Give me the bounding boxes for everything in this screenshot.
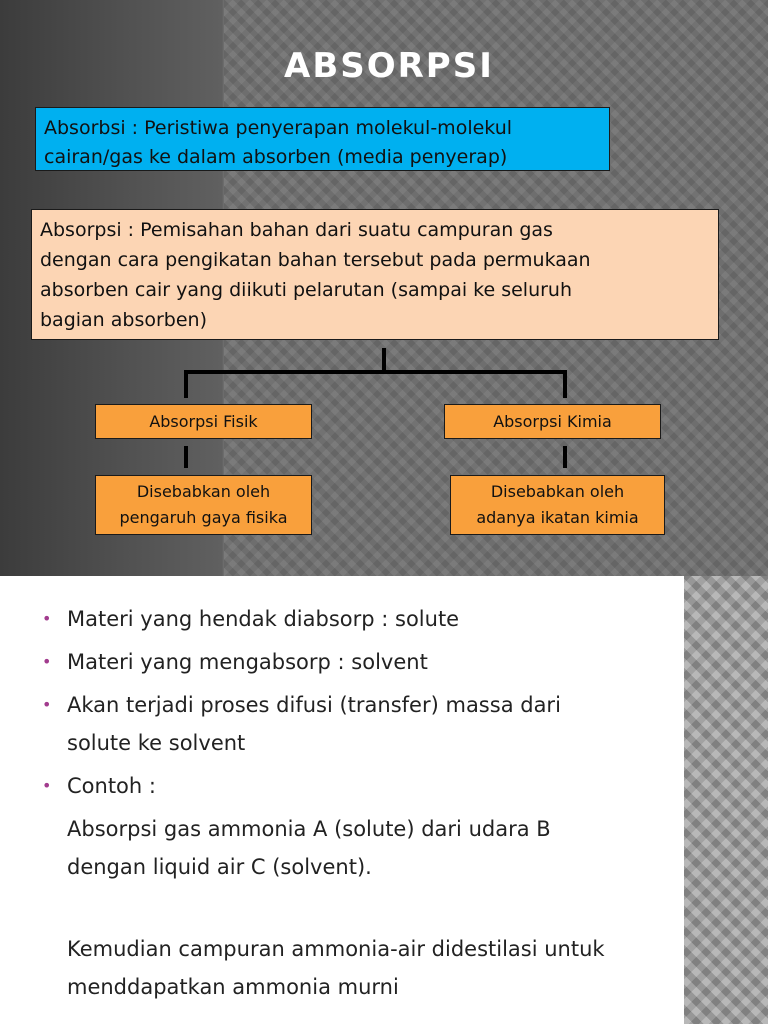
chemical-cause-line-2: adanya ikatan kimia (476, 508, 639, 527)
example-line-1: Absorpsi gas ammonia A (solute) dari udara B (67, 817, 551, 841)
physical-cause-line-1: Disebabkan oleh (136, 482, 271, 501)
connector-trunk (382, 348, 386, 372)
example-line-2: dengan liquid air C (solvent). (67, 855, 372, 879)
chemical-cause-box (450, 475, 665, 535)
slide-title: ABSORPSI (284, 46, 494, 86)
absorpsi-kimia-box (444, 404, 661, 439)
definition-1-line-1: Absorbsi : Peristiwa penyerapan molekul-molekul (44, 117, 513, 139)
bullet-item (42, 600, 682, 638)
right-pattern-strip (684, 576, 768, 1024)
connector-left-drop (184, 370, 188, 398)
bullet-text-line-1: Akan terjadi proses difusi (transfer) massa dari (67, 693, 561, 717)
definition-box-absorbsi (35, 107, 610, 171)
definition-2-line-2: dengan cara pengikatan bahan tersebut pada permukaan (40, 249, 591, 271)
absorpsi-fisik-box (95, 404, 312, 439)
example-paragraph-1 (42, 810, 682, 886)
absorpsi-kimia-label: Absorpsi Kimia (493, 411, 612, 431)
bullet-item (42, 767, 682, 805)
example-paragraph-2 (42, 930, 682, 1006)
definition-2-line-3: absorben cair yang diikuti pelarutan (sampai ke seluruh (40, 279, 573, 301)
bullet-list (42, 600, 682, 1006)
definition-1-line-2: cairan/gas ke dalam absorben (media penyerap) (44, 146, 508, 168)
bullet-icon: • (42, 652, 52, 671)
bullet-text: Contoh : (67, 774, 156, 798)
bullet-item (42, 686, 682, 762)
physical-cause-line-2: pengaruh gaya fisika (119, 508, 288, 527)
chemical-cause-line-1: Disebabkan oleh (490, 482, 625, 501)
bullet-icon: • (42, 776, 52, 795)
bullet-icon: • (42, 609, 52, 628)
definition-box-absorpsi (31, 209, 719, 340)
example-line-3: Kemudian campuran ammonia-air didestilasi untuk (67, 937, 605, 961)
physical-cause-box (95, 475, 312, 535)
example-line-4: menddapatkan ammonia murni (67, 975, 399, 999)
definition-2-line-1: Absorpsi : Pemisahan bahan dari suatu campuran gas (40, 219, 553, 241)
bullet-item (42, 643, 682, 681)
bullet-text: Materi yang mengabsorp : solvent (67, 650, 428, 674)
absorpsi-fisik-label: Absorpsi Fisik (149, 411, 258, 431)
bullet-icon: • (42, 695, 52, 714)
connector-horizontal (184, 370, 567, 374)
connector-left-lower (184, 446, 188, 468)
connector-right-lower (563, 446, 567, 468)
definition-2-line-4: bagian absorben) (40, 309, 208, 331)
connector-right-drop (563, 370, 567, 398)
bullet-text-line-2: solute ke solvent (67, 731, 246, 755)
bullet-text: Materi yang hendak diabsorp : solute (67, 607, 460, 631)
